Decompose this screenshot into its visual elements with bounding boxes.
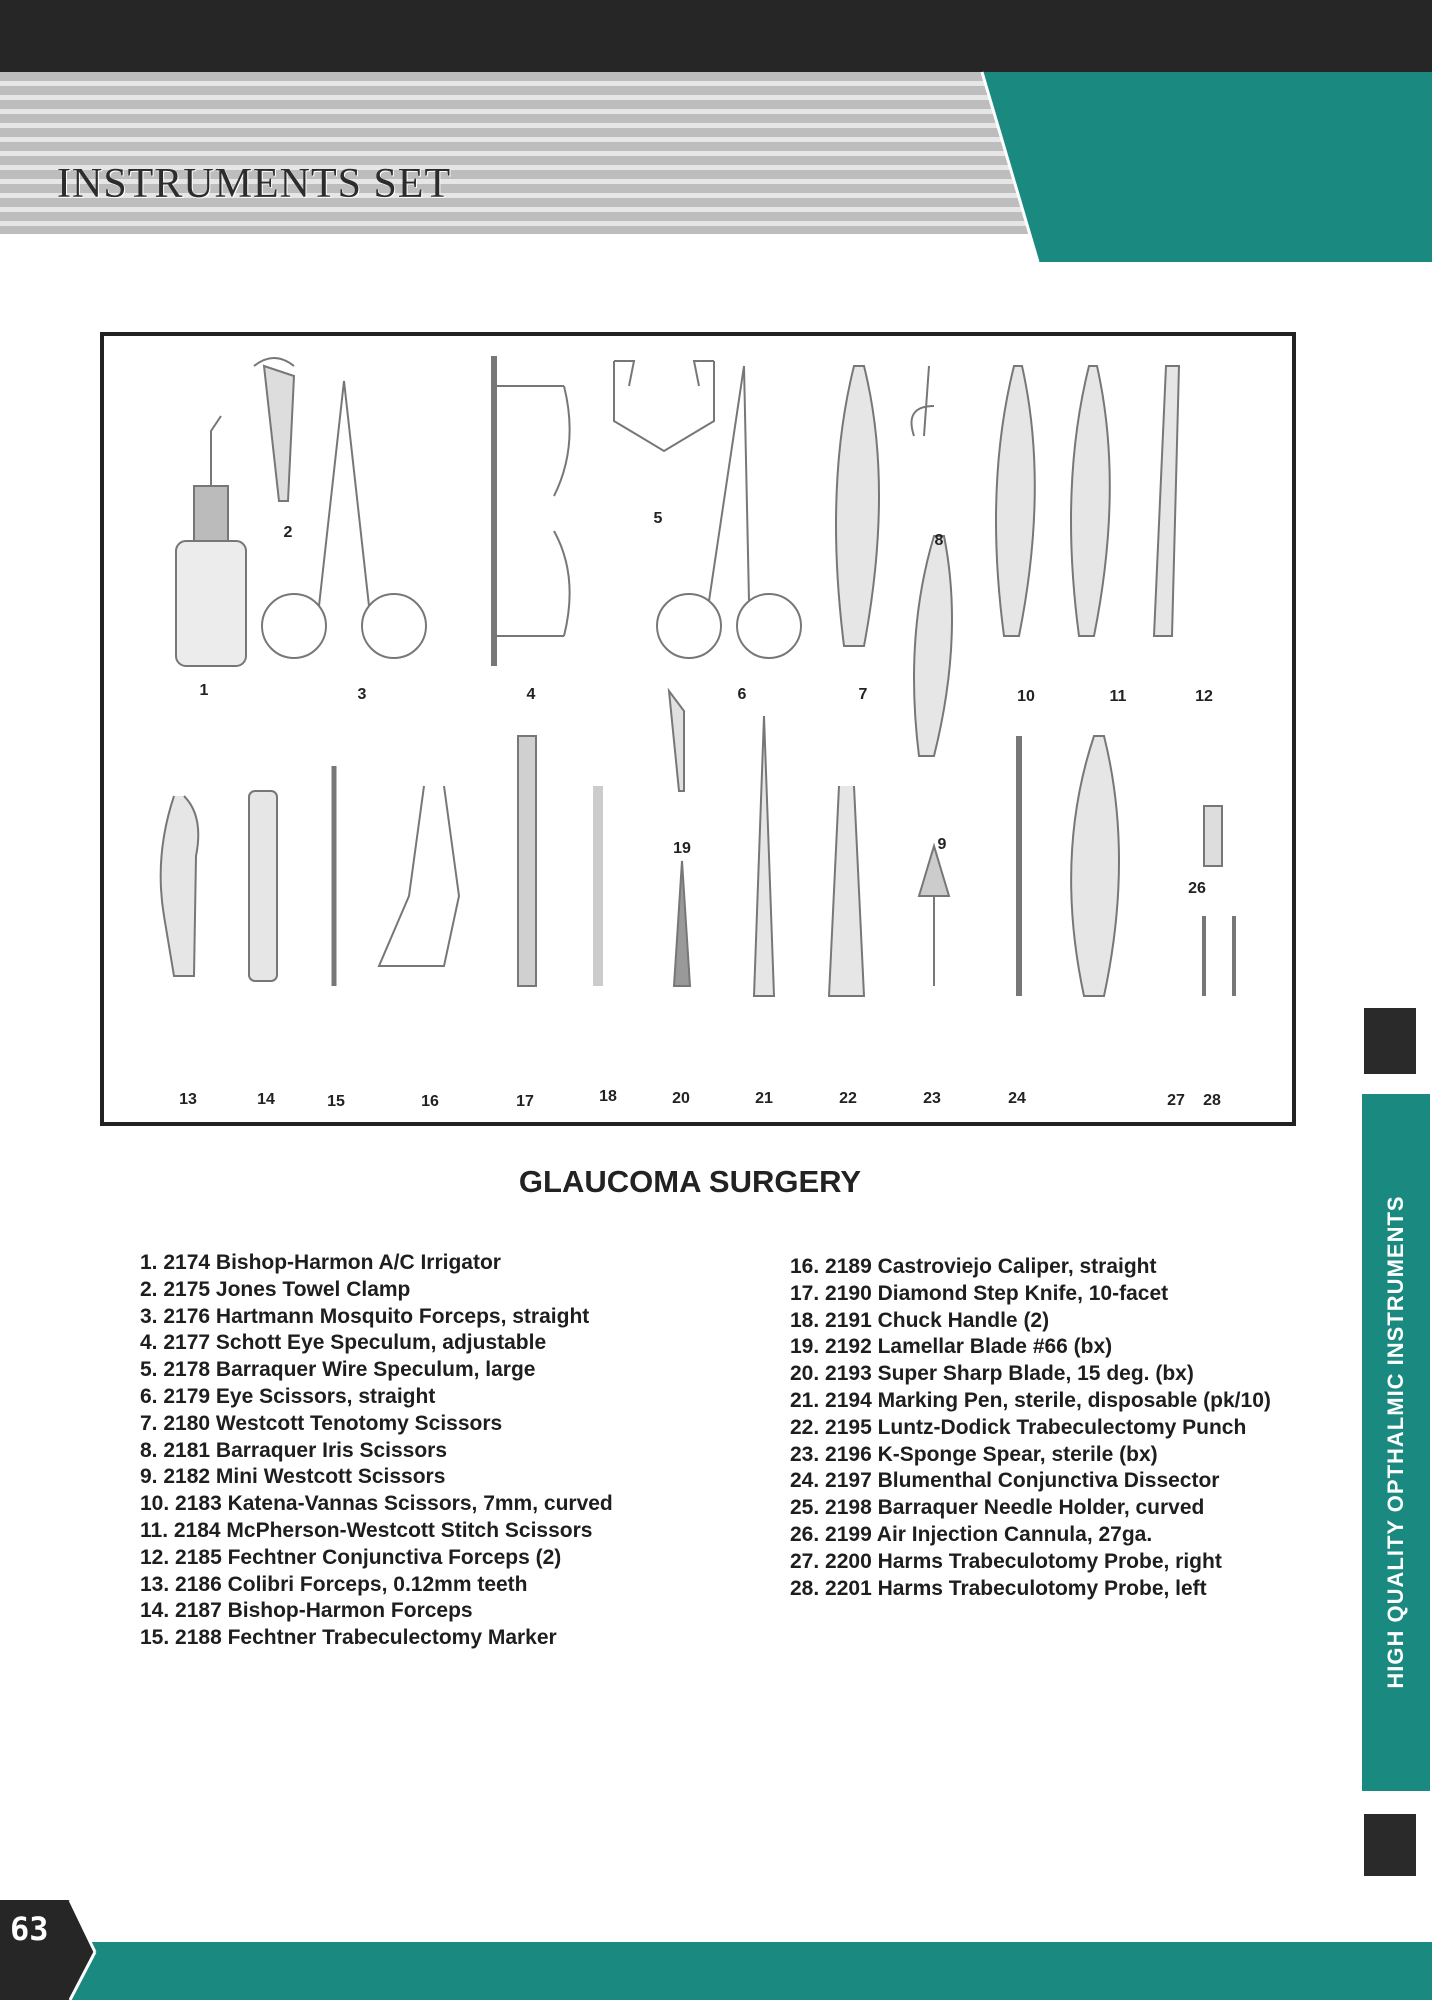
section-heading: GLAUCOMA SURGERY [518, 1164, 862, 1199]
figure-label: 1 [199, 682, 209, 699]
list-item: 25. 2198 Barraquer Needle Holder, curved [790, 1496, 1205, 1520]
list-item: 10. 2183 Katena-Vannas Scissors, 7mm, curved [140, 1492, 613, 1516]
list-item: 11. 2184 McPherson-Westcott Stitch Scissors [140, 1518, 593, 1542]
irrigator-illustration [176, 416, 246, 666]
figure-label: 4 [526, 686, 536, 703]
figure-label: 16 [421, 1093, 439, 1110]
figure-label: 15 [327, 1093, 345, 1110]
instruments-figure [100, 332, 1296, 1126]
list-item: 20. 2193 Super Sharp Blade, 15 deg. (bx) [790, 1362, 1194, 1386]
figure-label: 7 [858, 686, 868, 703]
list-item: 2. 2175 Jones Towel Clamp [140, 1277, 411, 1301]
figure-label: 9 [937, 836, 947, 853]
list-item: 4. 2177 Schott Eye Speculum, adjustable [140, 1331, 547, 1355]
figure-label: 2 [283, 524, 293, 541]
row2-instruments-illustrations [161, 691, 1234, 996]
list-item: 17. 2190 Diamond Step Knife, 10-facet [790, 1281, 1169, 1305]
towel-clamp-illustration [254, 358, 294, 501]
list-item: 18. 2191 Chuck Handle (2) [790, 1308, 1050, 1332]
figure-label: 19 [673, 840, 691, 857]
figure-label: 8 [934, 532, 944, 549]
list-item: 9. 2182 Mini Westcott Scissors [140, 1465, 446, 1489]
figure-label: 24 [1008, 1090, 1026, 1107]
figure-label: 10 [1017, 688, 1035, 705]
eye-scissors-illustration [657, 366, 801, 658]
list-item: 19. 2192 Lamellar Blade #66 (bx) [790, 1335, 1113, 1359]
side-dark-block-bottom [1364, 1814, 1416, 1876]
list-item: 15. 2188 Fechtner Trabeculectomy Marker [140, 1626, 557, 1650]
figure-label: 6 [737, 686, 747, 703]
figure-label: 23 [923, 1090, 941, 1107]
figure-label: 13 [179, 1091, 197, 1108]
list-item: 16. 2189 Castroviejo Caliper, straight [790, 1255, 1157, 1278]
speculum-illustration [494, 356, 570, 666]
spring-scissors-illustrations [836, 366, 1179, 756]
footer-bar [0, 1900, 1432, 2000]
side-tab-text: HIGH QUALITY OPTHALMIC INSTRUMENTS [1383, 1195, 1408, 1689]
figure-label: 5 [653, 510, 663, 527]
figure-label: 3 [357, 686, 367, 703]
list-item: 24. 2197 Blumenthal Conjunctiva Dissector [790, 1469, 1220, 1493]
instruments-illustration [104, 336, 1292, 1122]
instrument-list-left [140, 1250, 613, 1652]
figure-label: 18 [599, 1088, 617, 1105]
list-item: 26. 2199 Air Injection Cannula, 27ga. [790, 1522, 1153, 1546]
list-item: 14. 2187 Bishop-Harmon Forceps [140, 1599, 473, 1623]
figure-label: 28 [1203, 1092, 1221, 1109]
list-item: 13. 2186 Colibri Forceps, 0.12mm teeth [140, 1572, 528, 1596]
list-item: 7. 2180 Westcott Tenotomy Scissors [140, 1411, 503, 1435]
figure-label: 14 [257, 1091, 275, 1108]
list-item: 23. 2196 K-Sponge Spear, sterile (bx) [790, 1442, 1158, 1466]
list-item: 12. 2185 Fechtner Conjunctiva Forceps (2) [140, 1545, 562, 1569]
page-number: 63 [10, 1910, 49, 1948]
figure-label: 17 [516, 1093, 534, 1110]
list-item: 8. 2181 Barraquer Iris Scissors [140, 1438, 448, 1462]
figure-label: 21 [755, 1090, 773, 1107]
list-item: 21. 2194 Marking Pen, sterile, disposable (pk/10) [790, 1388, 1271, 1412]
figure-label: 20 [672, 1090, 690, 1107]
header-teal-wedge [0, 0, 1432, 262]
figure-label: 27 [1167, 1092, 1185, 1109]
list-item: 28. 2201 Harms Trabeculotomy Probe, left [790, 1576, 1207, 1600]
side-dark-block-top [1364, 1008, 1416, 1074]
page-title: INSTRUMENTS SET [57, 161, 452, 207]
wire-speculum-illustration [614, 361, 714, 451]
figure-label: 26 [1188, 880, 1206, 897]
figure-label: 22 [839, 1090, 857, 1107]
list-item: 6. 2179 Eye Scissors, straight [140, 1384, 436, 1408]
list-item: 27. 2200 Harms Trabeculotomy Probe, right [790, 1549, 1222, 1573]
list-item: 1. 2174 Bishop-Harmon A/C Irrigator [140, 1251, 501, 1274]
list-item: 3. 2176 Hartmann Mosquito Forceps, straight [140, 1304, 590, 1328]
instrument-list-right [790, 1254, 1271, 1602]
list-item: 5. 2178 Barraquer Wire Speculum, large [140, 1358, 536, 1382]
list-item: 22. 2195 Luntz-Dodick Trabeculectomy Punch [790, 1415, 1247, 1439]
figure-label: 11 [1109, 688, 1127, 705]
figure-label: 12 [1195, 688, 1213, 705]
